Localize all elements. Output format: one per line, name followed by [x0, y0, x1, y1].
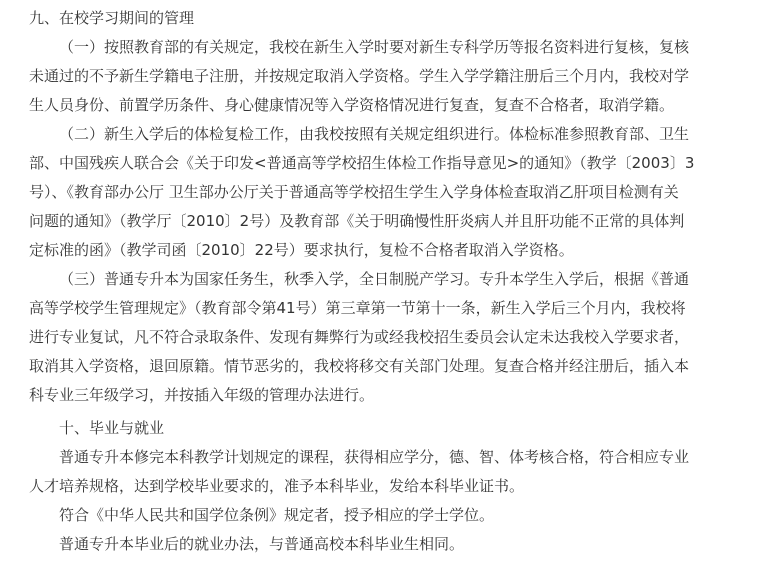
paragraph-line: 科专业三年级学习，并按插入年级的管理办法进行。	[29, 386, 375, 404]
section-10-paragraph-3: 普通专升本毕业后的就业办法，与普通高校本科毕业生相同。	[59, 535, 465, 553]
paragraph-line: 生人员身份、前置学历条件、身心健康情况等入学资格情况进行复查，复查不合格者，取消学籍。	[29, 96, 675, 114]
paragraph-line: 普通专升本修完本科教学计划规定的课程，获得相应学分，德、智、体考核合格，符合相应专业	[59, 448, 690, 466]
paragraph-line: 取消其入学资格，退回原籍。情节恶劣的，我校将移交有关部门处理。复查合格并经注册后，插入本	[29, 357, 690, 375]
section-10-paragraph-1	[29, 443, 747, 501]
paragraph-line: 号）、《教育部办公厅 卫生部办公厅关于普通高等学校招生学生入学身体检查取消乙肝项目检测有关	[29, 183, 679, 201]
section-9-heading: 九、在校学习期间的管理	[29, 9, 195, 27]
paragraph-line: 问题的通知》（教学厅〔2010〕2号）及教育部《关于明确慢性肝炎病人并且肝功能不正常的具体判	[29, 212, 685, 230]
paragraph-line: （三）普通专升本为国家任务生，秋季入学，全日制脱产学习。专升本学生入学后，根据《普通	[59, 270, 690, 288]
paragraph-line: （二）新生入学后的体检复检工作，由我校按照有关规定组织进行。体检标准参照教育部、卫生	[59, 125, 690, 143]
paragraph-line: 高等学校学生管理规定》（教育部令第41号）第三章第一节第十一条，新生入学后三个月内，我校将	[29, 299, 686, 317]
section-10-paragraph-2: 符合《中华人民共和国学位条例》规定者，授予相应的学士学位。	[59, 506, 495, 524]
paragraph-line: 定标准的函》（教学司函〔2010〕22号）要求执行，复检不合格者取消入学资格。	[29, 241, 574, 259]
section-9-paragraph-1	[29, 33, 747, 120]
paragraph-line: 进行专业复试，凡不符合录取条件、发现有舞弊行为或经我校招生委员会认定未达我校入学要求者，	[29, 328, 690, 346]
paragraph-line: 人才培养规格，达到学校毕业要求的，准予本科毕业，发给本科毕业证书。	[29, 477, 525, 495]
paragraph-line: 未通过的不予新生学籍电子注册，并按规定取消入学资格。学生入学学籍注册后三个月内，我校对学	[29, 67, 690, 85]
section-10-heading: 十、毕业与就业	[59, 419, 165, 437]
paragraph-line: 部、中国残疾人联合会《关于印发<普通高等学校招生体检工作指导意见>的通知》（教学〔2003〕3	[29, 154, 695, 172]
paragraph-line: （一）按照教育部的有关规定，我校在新生入学时要对新生专科学历等报名资料进行复核，复核	[59, 38, 690, 56]
section-9-paragraph-3	[29, 265, 747, 410]
section-9-paragraph-2	[29, 120, 747, 265]
